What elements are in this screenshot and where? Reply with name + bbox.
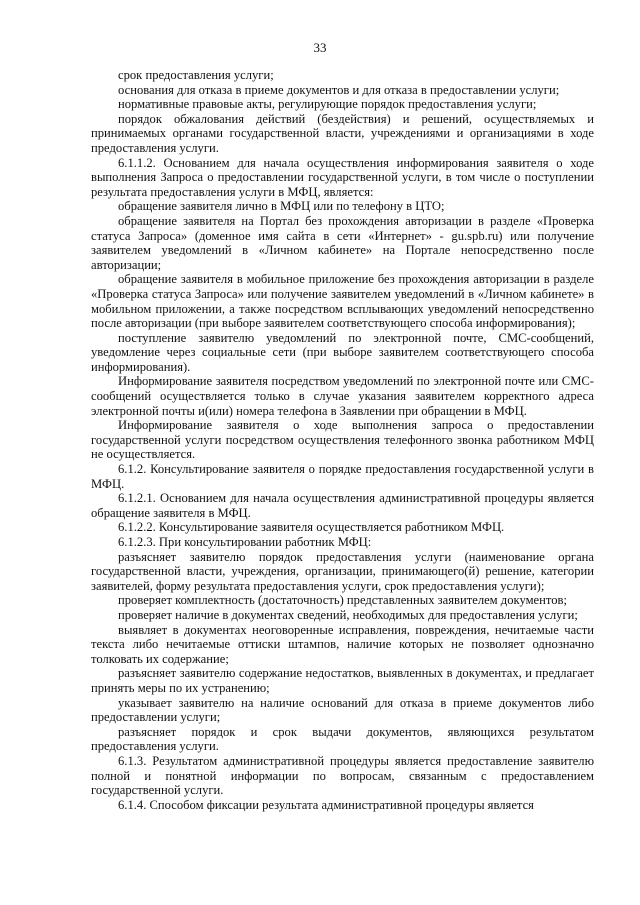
paragraph: выявляет в документах неоговоренные исправления, повреждения, нечитаемые части текста либо нечитаемые оттиски штампов, наличие которых не позволяет однозначно толковать их содержание; [91,622,594,666]
paragraph: проверяет наличие в документах сведений, необходимых для предоставления услуги; [118,607,578,622]
paragraph: поступление заявителю уведомлений по электронной почте, СМС-сообщений, уведомление через социальные сети (при выборе заявителем соответствующего способа информирования). [91,330,594,374]
page-number: 33 [313,40,327,55]
paragraph: 6.1.2.2. Консультирование заявителя осуществляется работником МФЦ. [118,520,505,535]
document-body [91,68,594,812]
paragraph: 6.1.2.3. При консультировании работник МФЦ: [118,535,372,549]
paragraph: 6.1.4. Способом фиксации результата административной процедуры является [118,797,534,812]
paragraph: указывает заявителю на наличие оснований для отказа в приеме документов либо предоставлении услуги; [91,695,594,725]
paragraph: разъясняет заявителю порядок предоставления услуги (наименование органа государственной власти, учреждения, организации, принимающего(й) решение, категории заявителей, форму результата предоставления услуги, срок предоставления услуги); [91,549,594,593]
paragraph: нормативные правовые акты, регулирующие порядок предоставления услуги; [118,97,537,112]
paragraph: 6.1.1.2. Основанием для начала осуществления информирования заявителя о ходе выполнения Запроса о предоставлении государственной услуги, в том числе о поступлении результата предоставления услуги в МФЦ, является: [91,155,594,199]
paragraph: обращение заявителя на Портал без прохождения авторизации в разделе «Проверка статуса Запроса» (доменное имя сайта в сети «Интернет» - gu.spb.ru) или получение заявителем уведомлений в «Личном кабинете» на Портале непосредственно после авторизации; [91,213,594,272]
paragraph: проверяет комплектность (достаточность) представленных заявителем документов; [118,593,567,608]
paragraph: порядок обжалования действий (бездействия) и решений, осуществляемых и принимаемых органами государственной власти, учреждениями и организациями в ходе предоставления услуги. [91,111,594,155]
paragraph: разъясняет заявителю содержание недостатков, выявленных в документах, и предлагает принять меры по их устранению; [91,666,594,695]
paragraph: 6.1.2. Консультирование заявителя о порядке предоставления государственной услуги в МФЦ. [91,462,594,491]
paragraph: Информирование заявителя посредством уведомлений по электронной почте или СМС-сообщений осуществляется только в случае указания заявителем корректного адреса электронной почты и(или) номера телефона в Заявлении при обращении в МФЦ. [91,374,594,418]
paragraph: обращение заявителя лично в МФЦ или по телефону в ЦТО; [118,199,445,214]
paragraph: 6.1.3. Результатом административной процедуры является предоставление заявителю полной и понятной информации по вопросам, связанным с предоставлением государственной услуги. [91,753,594,798]
paragraph: разъясняет порядок и срок выдачи документов, являющихся результатом предоставления услуги. [91,724,594,754]
paragraph: срок предоставления услуги; [118,68,274,82]
paragraph: основания для отказа в приеме документов и для отказа в предоставлении услуги; [118,82,560,97]
paragraph: 6.1.2.1. Основанием для начала осуществления административной процедуры является обращение заявителя в МФЦ. [91,491,594,520]
paragraph: обращение заявителя в мобильное приложение без прохождения авторизации в разделе «Проверка статуса Запроса» или получение заявителем уведомлений в «Личном кабинете» в мобильном приложении, а также посредством всплывающих уведомлений непосредственно после авторизации (при выборе заявителем соответствующего способа информирования); [91,272,594,331]
paragraph: Информирование заявителя о ходе выполнения запроса о предоставлении государственной услуги посредством осуществления телефонного звонка работником МФЦ не осуществляется. [91,418,594,462]
